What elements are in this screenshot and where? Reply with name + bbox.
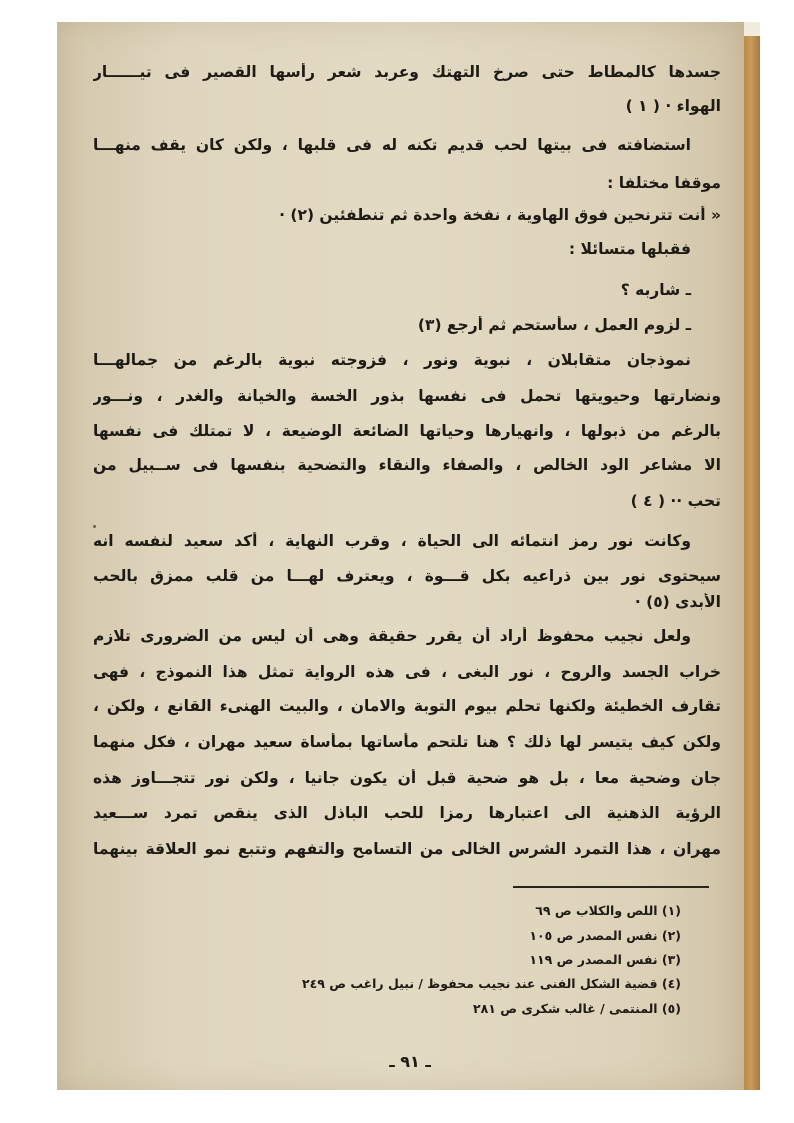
text-line: جسدها كالمطاط حتى صرخ التهتك وعربد شعر رأسها القصير فى تيــــــار [93,63,721,81]
text-line: ـ شاربه ؟ [620,281,691,299]
text-line: ولعل نجيب محفوظ أراد أن يقرر حقيقة وهى أن ليس من الضرورى تلازم [93,627,691,645]
text-line: الأبدى (٥) · [634,593,721,611]
text-line: جان وضحية معا ، بل هو ضحية قبل أن يكون جانيا ، ولكن نور تتجـــاوز هذه [93,769,721,787]
text-line: سيحتوى نور بين ذراعيه بكل قـــوة ، ويعترف لهـــا من قلب ممزق بالحب [93,567,721,585]
text-line: بالرغم من ذبولها ، وانهيارها وحياتها الضائعة الوضيعة ، لا تمتلك فى نفسها [93,422,721,440]
footnote: (٢) نفس المصدر ص ١٠٥ [529,928,681,943]
text-line: موقفا مختلفا : [607,174,721,192]
footnote-divider [513,886,709,888]
text-line: استضافته فى بيتها لحب قديم تكنه له فى قلبها ، ولكن كان يقف منهـــا [93,136,691,154]
text-line: ونضارتها وحيويتها تحمل فى نفسها بذور الخسة والخيانة والغدر ، ونـــور [93,387,721,405]
text-line: الا مشاعر الود الخالص ، والصفاء والنقاء والتضحية بنفسها فى ســبيل من [93,456,721,474]
text-line: الهواء · ( ١ ) [625,97,721,115]
paper-speck [93,525,96,528]
footnote: (٣) نفس المصدر ص ١١٩ [529,952,681,967]
footnote: (١) اللص والكلاب ص ٦٩ [535,903,681,918]
text-line: الرؤية الذهنية الى اعتبارها رمزا للحب الباذل الذى ينقص تمرد ســـعيد [93,804,721,822]
page-edge [744,22,760,1090]
text-line: ولكن كيف يتيسر لها ذلك ؟ هنا تلتحم مأساتها بمأساة سعيد مهران ، فكل منهما [93,733,721,751]
text-line: خراب الجسد والروح ، نور البغى ، فى هذه الرواية تمثل هذا النموذج ، فهى [93,663,721,681]
footnote: (٥) المنتمى / غالب شكرى ص ٢٨١ [473,1001,681,1016]
text-line: مهران ، هذا التمرد الشرس الخالى من التسامح والتفهم وتتبع نمو العلاقة بينهما [93,840,721,858]
text-line: نموذجان متقابلان ، نبوية ونور ، فزوجته نبوية بالرغم من جمالهـــا [93,351,691,369]
text-line: ـ لزوم العمل ، سأستحم ثم أرجع (٣) [417,316,691,334]
footnote: (٤) قضية الشكل الفنى عند نجيب محفوظ / نبيل راغب ص ٢٤٩ [301,976,681,991]
page-number: ـ ٩١ ـ [389,1052,431,1071]
text-line: تحب ·· ( ٤ ) [630,492,721,510]
text-line: تقارف الخطيئة ولكنها تحلم بيوم التوبة والامان ، والبيت الهنىء القانع ، ولكن ، [93,697,721,715]
text-line: وكانت نور رمز انتمائه الى الحياة ، وقرب النهاية ، أكد سعيد لنفسه انه [93,532,691,550]
text-line: « أنت تترنحين فوق الهاوية ، نفخة واحدة ثم تنطفئين (٢) · [279,206,721,224]
text-line: فقبلها متسائلا : [568,240,691,258]
